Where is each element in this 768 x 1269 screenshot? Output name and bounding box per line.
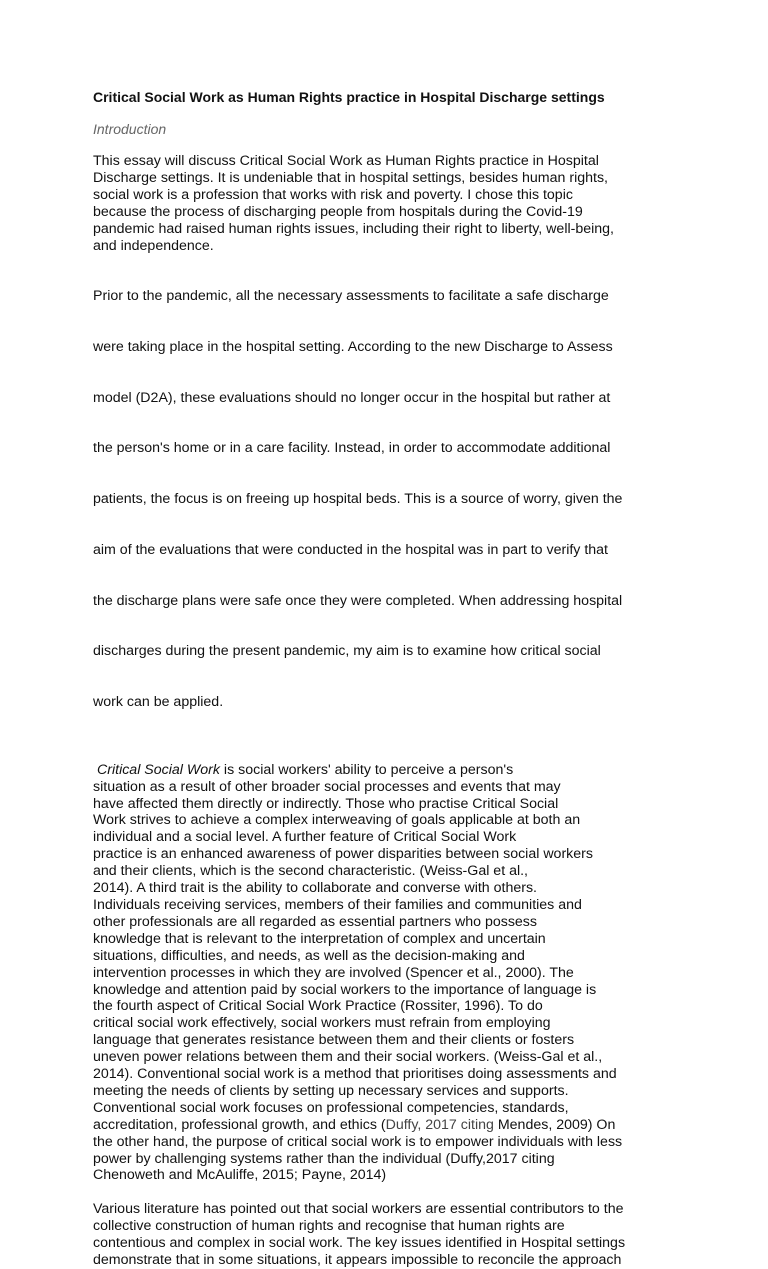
text-line [93,762,683,779]
text-line: 2014). A third trait is the ability to collaborate and converse with others. [93,880,537,897]
text-line: This essay will discuss Critical Social Work as Human Rights practice in Hospital [93,153,599,169]
text-line: pandemic had raised human rights issues, including their right to liberty, well-being, [93,220,615,237]
text-line: model (D2A), these evaluations should no longer occur in the hospital but rather at [93,389,611,406]
text-line: work can be applied. [93,694,224,710]
critical-social-work-term: Critical Social Work [97,761,220,778]
text-fragment: is social workers' ability to perceive a person's [219,761,514,778]
text-line: knowledge that is relevant to the interpretation of complex and uncertain [93,930,546,947]
text-line: collective construction of human rights and recognise that human rights are [93,1218,565,1235]
text-line: social work is a profession that works with risk and poverty. I chose this topic [93,186,573,203]
text-line: patients, the focus is on freeing up hospital beds. This is a source of worry, given the [93,491,623,508]
paragraph-3 [93,762,683,1185]
text-line: and independence. [93,237,214,254]
text-line: critical social work effectively, social workers must refrain from employing [93,1015,551,1032]
text-line: language that generates resistance between them and their clients or fosters [93,1032,575,1049]
text-line: Discharge settings. It is undeniable that in hospital settings, besides human rights, [93,169,608,186]
text-line: power by challenging systems rather than the individual (Duffy,2017 citing [93,1150,555,1167]
text-line: situation as a result of other broader social processes and events that may [93,778,561,795]
paragraph-1 [93,153,683,254]
text-line: Various literature has pointed out that social workers are essential contributors to the [93,1201,624,1218]
text-line: were taking place in the hospital setting. According to the new Discharge to Assess [93,338,613,355]
text-line: Work strives to achieve a complex interweaving of goals applicable at both an [93,812,581,829]
text-line: the other hand, the purpose of critical social work is to empower individuals with less [93,1133,623,1150]
text-line: meeting the needs of clients by setting up necessary services and supports. [93,1082,569,1099]
text-line: intervention processes in which they are involved (Spencer et al., 2000). The [93,964,574,981]
text-line: have affected them directly or indirectly. Those who practise Critical Social [93,795,559,812]
text-line: contentious and complex in social work. The key issues identified in Hospital settings [93,1235,626,1252]
text-line: because the process of discharging people from hospitals during the Covid-19 [93,203,583,220]
text-line: 2014). Conventional social work is a method that prioritises doing assessments and [93,1066,617,1083]
text-line: Prior to the pandemic, all the necessary assessments to facilitate a safe discharge [93,288,609,305]
citation-fragment: Duffy, 2017 citing [385,1116,498,1133]
document-title: Critical Social Work as Human Rights practice in Hospital Discharge settings [93,89,605,105]
text-line: and their clients, which is the second characteristic. (Weiss-Gal et al., [93,863,528,880]
text-line: situations, difficulties, and needs, as well as the decision-making and [93,947,525,964]
text-line: knowledge and attention paid by social workers to the importance of language is [93,981,597,998]
text-line: Chenoweth and McAuliffe, 2015; Payne, 2014) [93,1167,387,1184]
document-page [93,88,683,1269]
text-line: uneven power relations between them and their social workers. (Weiss-Gal et al., [93,1049,603,1066]
text-line: the discharge plans were safe once they were completed. When addressing hospital [93,592,623,609]
text-line: the fourth aspect of Critical Social Work Practice (Rossiter, 1996). To do [93,998,543,1015]
section-heading-introduction: Introduction [93,121,167,137]
paragraph-2 [93,254,683,744]
text-line: demonstrate that in some situations, it appears impossible to reconcile the approach [93,1252,622,1269]
text-line: aim of the evaluations that were conducted in the hospital was in part to verify that [93,541,608,558]
text-line-citation [93,1117,683,1134]
text-line: individual and a social level. A further feature of Critical Social Work [93,829,517,846]
text-line: Conventional social work focuses on professional competencies, standards, [93,1099,569,1116]
text-fragment: Mendes, 2009) On [497,1116,616,1133]
text-line: practice is an enhanced awareness of power disparities between social workers [93,846,593,863]
text-line: other professionals are all regarded as essential partners who possess [93,913,537,930]
text-fragment: accreditation, professional growth, and ethics ( [93,1116,386,1133]
text-line: the person's home or in a care facility. Instead, in order to accommodate additional [93,440,611,457]
text-line: discharges during the present pandemic, my aim is to examine how critical social [93,643,601,660]
text-line: Individuals receiving services, members of their families and communities and [93,896,582,913]
paragraph-4 [93,1201,683,1269]
